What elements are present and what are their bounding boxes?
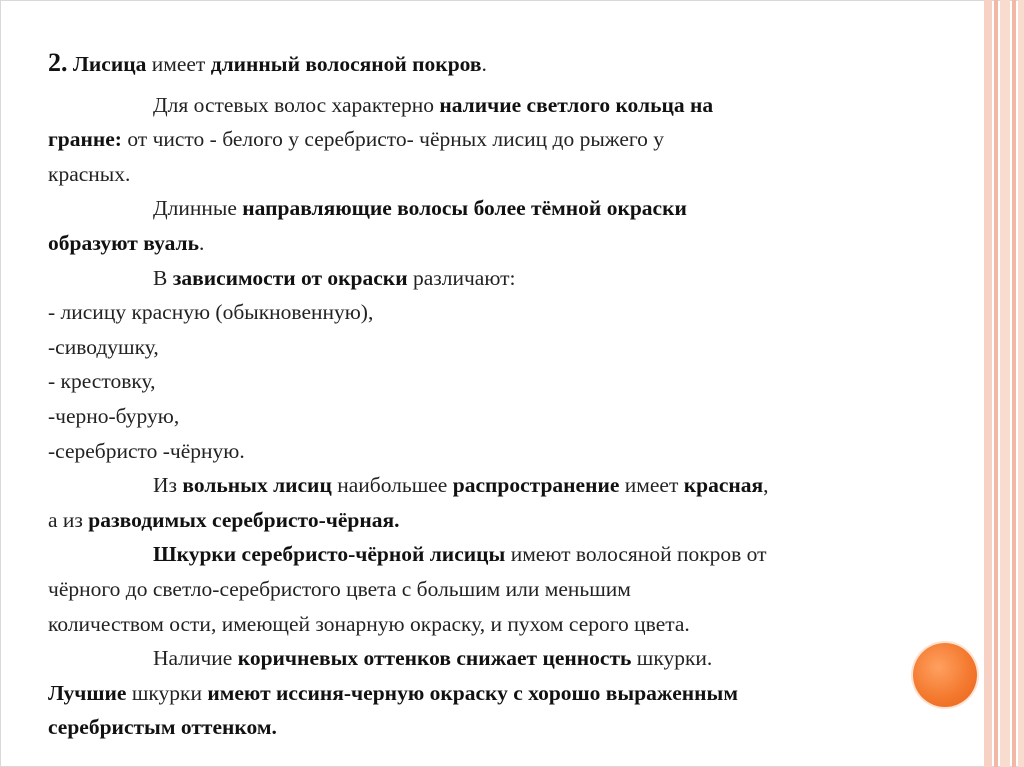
text-run: -серебристо -чёрную. xyxy=(48,438,245,463)
text-run-bold: зависимости от окраски xyxy=(172,265,408,290)
heading-text-bold: длинный волосяной покров xyxy=(210,52,482,76)
list-item xyxy=(48,364,978,399)
text-run-bold: направляющие волосы более тёмной окраски xyxy=(242,196,687,221)
text-run-bold: наличие светлого кольца на xyxy=(439,92,714,117)
list-item xyxy=(48,295,978,330)
text-run-bold: Шкурки серебристо-чёрной лисицы xyxy=(153,542,506,567)
text-run-bold: Лучшие xyxy=(48,680,127,705)
text-run-bold: образуют вуаль xyxy=(48,230,199,255)
text-run: Длинные xyxy=(153,196,243,221)
text-run-bold: гранне: xyxy=(48,127,122,152)
text-run: имеет xyxy=(619,473,684,498)
text-run: шкурки xyxy=(126,680,208,705)
paragraph-line xyxy=(48,88,978,123)
slide-heading xyxy=(48,46,978,82)
text-run-bold: коричневых оттенков снижает ценность xyxy=(237,646,632,671)
text-run: -черно-бурую, xyxy=(48,403,180,428)
decorative-stripe xyxy=(1018,0,1024,767)
decorative-stripe xyxy=(984,0,992,767)
decorative-stripe xyxy=(1000,0,1010,767)
text-run: красных. xyxy=(48,161,131,186)
paragraph-line xyxy=(48,607,978,642)
paragraph-line xyxy=(48,641,978,676)
text-run: Для остевых волос характерно xyxy=(153,92,440,117)
paragraph-line xyxy=(48,676,978,711)
text-run: - лисицу красную (обыкновенную), xyxy=(48,300,374,325)
decorative-stripe xyxy=(1012,0,1016,767)
text-run: . xyxy=(198,230,205,255)
paragraph-line xyxy=(48,710,978,745)
text-run-bold: разводимых серебристо-чёрная. xyxy=(88,507,400,532)
text-run: Из xyxy=(153,473,183,498)
text-run-bold: имеют иссиня-черную окраску с хорошо выраженным xyxy=(207,680,738,705)
text-run: шкурки. xyxy=(631,646,713,671)
text-run: от чисто - белого у серебристо- чёрных лисиц до рыжего у xyxy=(121,127,665,152)
slide-body xyxy=(48,46,978,745)
text-run: имеют волосяной покров от xyxy=(505,542,767,567)
text-run: - крестовку, xyxy=(48,369,156,394)
heading-text: имеет xyxy=(146,52,211,76)
paragraph-line xyxy=(48,157,978,192)
text-run: Наличие xyxy=(153,646,238,671)
paragraph-line xyxy=(48,468,978,503)
heading-text: . xyxy=(481,52,487,76)
text-run-bold: вольных лисиц xyxy=(182,473,332,498)
paragraph-line xyxy=(48,226,978,261)
text-run: чёрного до светло-серебристого цвета с большим или меньшим xyxy=(48,576,631,601)
list-item xyxy=(48,399,978,434)
paragraph-line xyxy=(48,572,978,607)
paragraph-line xyxy=(48,503,978,538)
heading-text-bold: Лисица xyxy=(72,52,147,76)
text-run-bold: серебристым оттенком. xyxy=(48,715,277,740)
text-run: В xyxy=(153,265,173,290)
paragraph-line xyxy=(48,537,978,572)
decorative-stripe xyxy=(994,0,998,767)
text-run: различают: xyxy=(407,265,516,290)
text-run-bold: красная xyxy=(683,473,764,498)
heading-number: 2. xyxy=(48,48,68,77)
paragraph-line xyxy=(48,191,978,226)
text-run: а из xyxy=(48,507,89,532)
text-run: -сиводушку, xyxy=(48,334,159,359)
list-item xyxy=(48,330,978,365)
paragraph-line xyxy=(48,122,978,157)
text-run: наибольшее xyxy=(331,473,453,498)
paragraph-line xyxy=(48,261,978,296)
text-run: , xyxy=(763,473,769,498)
text-run: количеством ости, имеющей зонарную окраску, и пухом серого цвета. xyxy=(48,611,690,636)
text-run-bold: распространение xyxy=(452,473,620,498)
list-item xyxy=(48,434,978,469)
